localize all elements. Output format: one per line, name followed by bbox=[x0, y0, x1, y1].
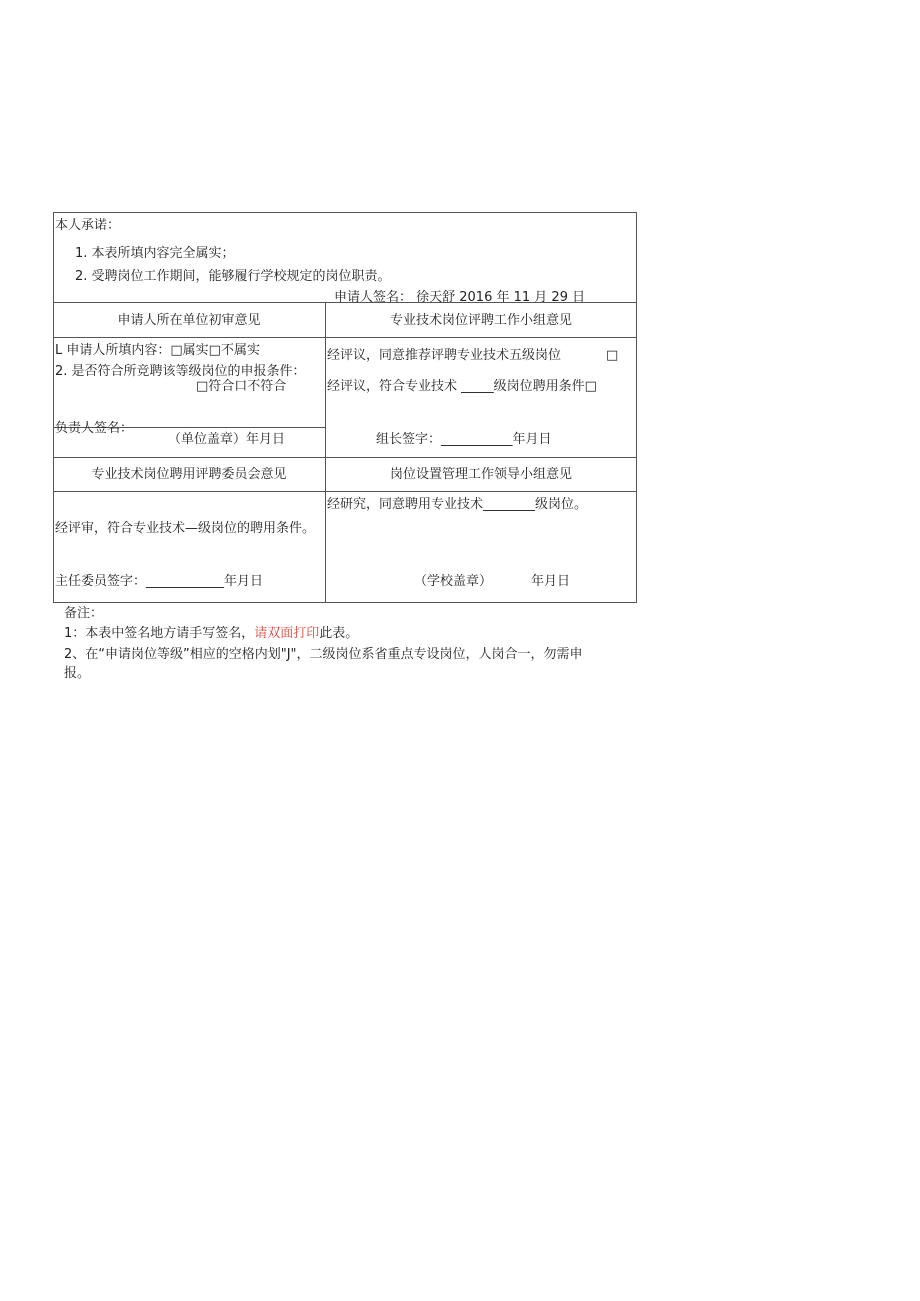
row-divider-section-1 bbox=[53, 457, 637, 458]
note-1 bbox=[64, 626, 358, 642]
unit-review-line-2-clip bbox=[53, 362, 325, 379]
pledge-signature-clip bbox=[330, 288, 630, 305]
leadership-date: 年月日 bbox=[531, 574, 571, 589]
unit-review-signer: 负责人签名： bbox=[55, 421, 134, 436]
unit-review-line-3: □符合口不符合 bbox=[196, 379, 287, 394]
note-1-highlight: 请双面打印 bbox=[254, 626, 320, 641]
eval-group-footer: 组长签字：___________年月日 bbox=[376, 432, 552, 447]
note-2-line-1: 2、在“申请岗位等级”相应的空格内划"J"，二级岗位系省重点专设岗位，人岗合一，勿需申 bbox=[64, 647, 583, 662]
committee-footer: 主任委员签字：____________年月日 bbox=[55, 574, 264, 589]
committee-header: 专业技术岗位聘用评聘委员会意见 bbox=[91, 467, 287, 482]
row-divider-header-2 bbox=[53, 491, 637, 492]
committee-line-1: 经评审，符合专业技术—级岗位的聘用条件。 bbox=[55, 521, 316, 536]
leadership-line-1: 经研究，同意聘用专业技术________级岗位。 bbox=[327, 497, 588, 512]
unit-review-header: 申请人所在单位初审意见 bbox=[117, 313, 261, 328]
applicant-signature: 申请人签名： 徐天舒 2016 年 11 月 29 日 bbox=[334, 290, 586, 305]
unit-review-line-4-clip bbox=[53, 420, 325, 436]
row-divider-header-1 bbox=[53, 337, 637, 338]
notes-title: 备注： bbox=[64, 606, 104, 621]
unit-review-line-2: 2. 是否符合所竞聘该等级岗位的申报条件： bbox=[55, 364, 306, 379]
note-1-prefix: 1：本表中签名地方请手写签名， bbox=[64, 626, 255, 641]
eval-group-header: 专业技术岗位评聘工作小组意见 bbox=[389, 313, 572, 328]
pledge-item-2: 2. 受聘岗位工作期间，能够履行学校规定的岗位职责。 bbox=[75, 269, 391, 284]
eval-group-line-1-checkbox: □ bbox=[606, 348, 619, 363]
eval-group-line-2: 经评议，符合专业技术 _____级岗位聘用条件□ bbox=[327, 379, 597, 394]
school-stamp-label: （学校盖章） bbox=[414, 574, 493, 589]
pledge-item-1: 1. 本表所填内容完全属实； bbox=[75, 246, 235, 261]
eval-group-line-1: 经评议，同意推荐评聘专业技术五级岗位 bbox=[327, 348, 562, 363]
note-1-suffix: 此表。 bbox=[319, 626, 359, 641]
unit-review-footer: （单位盖章）年月日 bbox=[168, 432, 286, 447]
pledge-heading: 本人承诺： bbox=[55, 218, 121, 233]
note-2-line-2: 报。 bbox=[64, 666, 91, 681]
unit-review-line-1: L 申请人所填内容：□属实□不属实 bbox=[55, 343, 260, 358]
leadership-header: 岗位设置管理工作领导小组意见 bbox=[389, 467, 572, 482]
